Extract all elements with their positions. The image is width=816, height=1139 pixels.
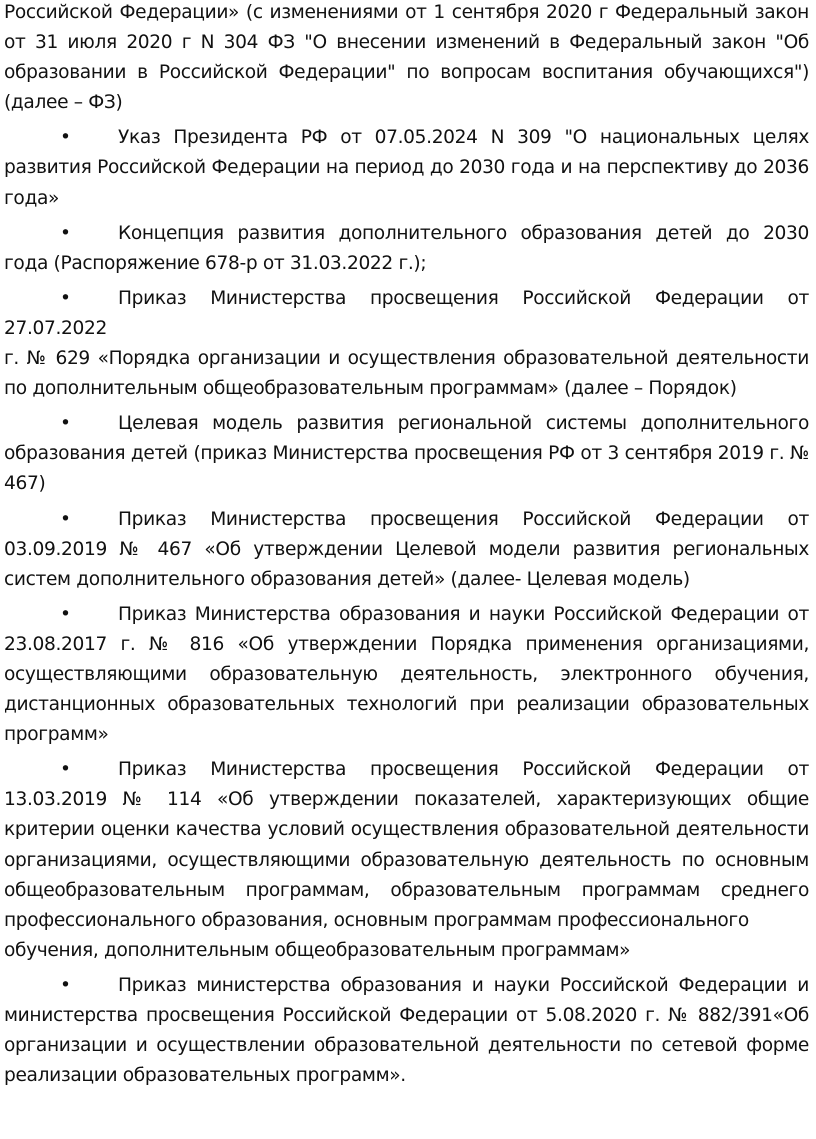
bullet-icon: •: [60, 287, 71, 309]
bullet-icon: •: [60, 222, 71, 244]
list-item-text: Приказ Министерства просвещения Российской Федерации от 13.03.2019 № 114 «Об утверждении показателей, характеризующих общие критерии оценки качества условий осуществления образовательной деятельности организациями, осуществляющими образовательную деятельность по основным общеобразовательным программам, образовательным программам среднего профессионального образования, основным программам профессионального: [4, 759, 809, 931]
list-item: [4, 214, 809, 279]
bullet-icon: •: [60, 974, 71, 996]
list-item: [4, 966, 809, 1091]
bullet-icon: •: [60, 413, 71, 435]
list-item-text: Приказ министерства образования и науки Российской Федерации и министерства просвещения Российской Федерации от 5.08.2020 г. № 882/391«Об организации и осуществлении образовательной деятельности по сетевой форме реализации образовательных программ».: [4, 974, 809, 1087]
intro-paragraph: Российской Федерации» (с изменениями от 1 сентября 2020 г Федеральный закон от 31 июля 2020 г N 304 ФЗ "О внесении изменений в Федеральный закон "Об образовании в Российской Федерации" по вопросам воспитания обучающихся") (далее – ФЗ): [4, 2, 809, 114]
list-item-text: Концепция развития дополнительного образования детей до 2030 года (Распоряжение 678-р от 31.03.2022 г.);: [4, 222, 809, 274]
list-item: [4, 595, 809, 750]
bullet-icon: •: [60, 603, 71, 625]
list-item-text: Приказ Министерства образования и науки Российской Федерации от 23.08.2017 г. № 816 «Об утверждении Порядка применения организациями, осуществляющими образовательную деятельность, электронного обучения, дистанционных образовательных технологий при реализации образовательных программ»: [4, 603, 809, 746]
list-item-continuation: г. № 629 «Порядка организации и осуществления образовательной деятельности по дополнительным общеобразовательным программам» (далее – Порядок): [4, 348, 809, 400]
list-item: [4, 279, 809, 344]
bullet-icon: •: [60, 508, 71, 530]
list-item: [4, 500, 809, 595]
list-item: [4, 750, 809, 936]
list-item-continuation: обучения, дополнительным общеобразовательным программам»: [4, 939, 631, 961]
bullet-icon: •: [60, 759, 71, 781]
list-item-text: Целевая модель развития региональной системы дополнительного образования детей (приказ Министерства просвещения РФ от 3 сентября 2019 г. № 467): [4, 413, 809, 495]
list-item-text: Указ Президента РФ от 07.05.2024 N 309 "О национальных целях развития Российской Федерации на период до 2030 года и на перспективу до 2036 года»: [4, 127, 809, 209]
list-item-text: Приказ Министерства просвещения Российской Федерации от 03.09.2019 № 467 «Об утверждении Целевой модели развития региональных систем дополнительного образования детей» (далее- Целевая модель): [4, 508, 809, 590]
list-item: [4, 118, 809, 213]
bullet-icon: •: [60, 127, 71, 149]
list-item: [4, 404, 809, 499]
list-item-text: Приказ Министерства просвещения Российской Федерации от 27.07.2022: [4, 287, 809, 339]
